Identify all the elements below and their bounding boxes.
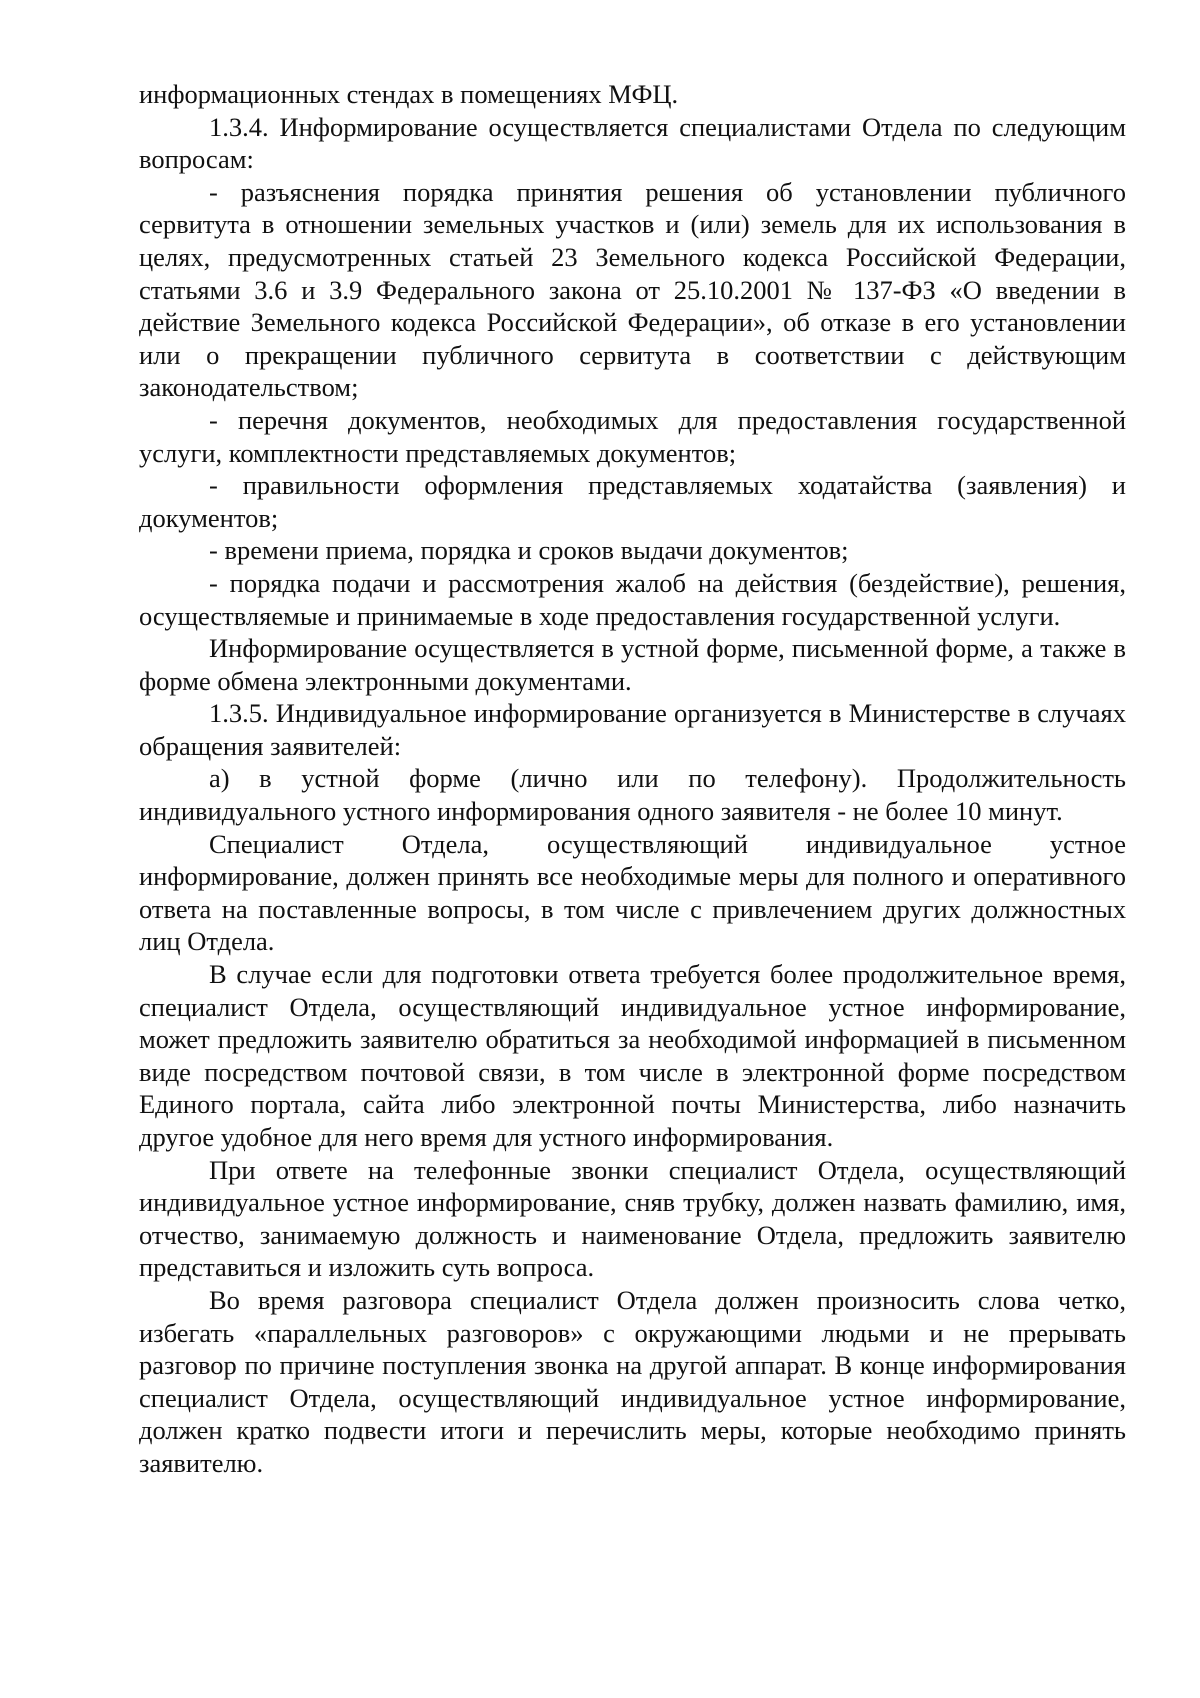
list-item-documents-list: - перечня документов, необходимых для предоставления государственной услуги, комплектности представляемых документов; bbox=[139, 404, 1126, 468]
paragraph-oral-form: а) в устной форме (лично или по телефону). Продолжительность индивидуального устного информирования одного заявителя - не более 10 минут. bbox=[139, 763, 1126, 827]
paragraph-informing-forms: Информирование осуществляется в устной форме, письменной форме, а также в форме обмена электронными документами. bbox=[139, 633, 1126, 696]
list-item-correctness: - правильности оформления представляемых ходатайства (заявления) и документов; bbox=[139, 470, 1126, 533]
list-item-reception-time: - времени приема, порядка и сроков выдачи документов; bbox=[209, 535, 849, 566]
paragraph-1-3-4: 1.3.4. Информирование осуществляется специалистами Отдела по следующим вопросам: bbox=[139, 111, 1126, 175]
paragraph-longer-time: В случае если для подготовки ответа требуется более продолжительное время, специалист Отдела, осуществляющий индивидуальное устное информирование, может предложить заявителю обратиться за необходимой информацией в письменном виде посредством почтовой связи, в том числе в электронной форме посредством Единого портала, сайта либо электронной почты Министерства, либо назначить другое удобное для него время для устного информирования. bbox=[139, 959, 1126, 1152]
paragraph-conversation: Во время разговора специалист Отдела должен произносить слова четко, избегать «параллельных разговоров» с окружающими людьми и не прерывать разговор по причине поступления звонка на другой аппарат. В конце информирования специалист Отдела, осуществляющий индивидуальное устное информирование, должен кратко подвести итоги и перечислить меры, которые необходимо принять заявителю. bbox=[139, 1284, 1126, 1478]
paragraph-specialist-measures: Специалист Отдела, осуществляющий индивидуальное устное информирование, должен принять все необходимые меры для полного и оперативного ответа на поставленные вопросы, в том числе с привлечением других должностных лиц Отдела. bbox=[139, 828, 1126, 957]
paragraph-continuation: информационных стендах в помещениях МФЦ. bbox=[139, 79, 679, 109]
document-page bbox=[139, 78, 1126, 1480]
list-item-complaints: - порядка подачи и рассмотрения жалоб на действия (бездействие), решения, осуществляемые и принимаемые в ходе предоставления государственной услуги. bbox=[139, 567, 1126, 631]
paragraph-1-3-5: 1.3.5. Индивидуальное информирование организуется в Министерстве в случаях обращения заявителей: bbox=[139, 698, 1126, 761]
list-item-clarification: - разъяснения порядка принятия решения об установлении публичного сервитута в отношении земельных участков и (или) земель для их использования в целях, предусмотренных статьей 23 Земельного кодекса Российской Федерации, статьями 3.6 и 3.9 Федерального закона от 25.10.2001 № 137-ФЗ «О введении в действие Земельного кодекса Российской Федерации», об отказе в его установлении или о прекращении публичного сервитута в соответствии с действующим законодательством; bbox=[139, 176, 1126, 403]
paragraph-phone-calls: При ответе на телефонные звонки специалист Отдела, осуществляющий индивидуальное устное информирование, сняв трубку, должен назвать фамилию, имя, отчество, занимаемую должность и наименование Отдела, предложить заявителю представиться и изложить суть вопроса. bbox=[139, 1154, 1126, 1283]
